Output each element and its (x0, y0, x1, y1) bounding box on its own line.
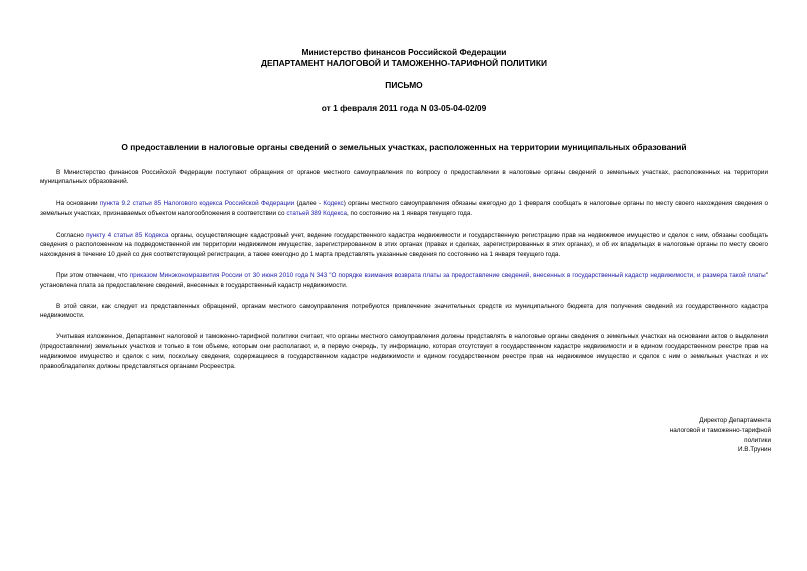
link-article-389[interactable]: статьей 389 Кодекса (286, 209, 347, 217)
document-date-number: от 1 февраля 2011 года N 03-05-04-02/09 (321, 102, 487, 113)
letter-page (40, 0, 768, 371)
link-order-343[interactable]: приказом Минэкономразвития России от 30 июня 2010 года N 343 "О порядке взимания возврата платы за предоставление сведений, внесенных в государственный кадастр недвижимости, и размера такой платы (129, 272, 766, 280)
paragraph-6: Учитывая изложенное, Департамент налоговой и таможенно-тарифной политики считает, что органы местного самоуправления должны представлять в налоговые органы сведения о земельных участках на основании актов о выделении (предоставлении) земельных участков и только в том объеме, которым они располагают, и, в первую очередь, ту информацию, которая отсутствует в государственном кадастре недвижимости и в едином государственном реестре прав на недвижимое имущество и сделок с ним, поскольку сведения, содержащиеся в государственном кадастре недвижимости и едином государственном реестре прав на недвижимое имущество и сделок с ним о земельных участках и их правообладателях должны представляться органами Росреестра. (40, 333, 768, 370)
signature-title-line-1: Директор Департамента (699, 417, 771, 424)
paragraph-4 (40, 271, 768, 291)
document-subject: О предоставлении в налоговые органы сведений о земельных участках, расположенных на территории муниципальных образований (121, 142, 687, 152)
signature-title-line-3: политики (744, 436, 771, 444)
paragraph-3-text-1: Согласно (56, 231, 87, 239)
paragraph-3-text-2: органы, осуществляющие кадастровый учет, ведение государственного кадастра недвижимости и государственную регистрацию прав на недвижимое имущество и сделок с ним, обязаны сообщать сведения о расположенном на подведомственной им территории недвижимом имуществе, зарегистрированном в этих органах (правах и сделках, зарегистрированных в этих органах), и об их владельцах в налоговые органы по месту своего нахождения в течение 10 дней со дня соответствующей регистрации, а также ежегодно до 1 марта представлять указанные сведения по состоянию на 1 января текущего года. (40, 231, 768, 259)
paragraph-2-text-2: (далее - (294, 200, 324, 208)
paragraph-2-text-3: ) органы местного самоуправления обязаны ежегодно до 1 февраля сообщать в налоговые органы по месту своего нахождения сведения о земельных участках, признаваемых объектом налогообложения в соответствии со (40, 200, 768, 217)
signature-title-line-2: налоговой и таможенно-тарифной (669, 426, 771, 434)
paragraph-2-text-4: , по состоянию на 1 января текущего года. (347, 209, 473, 217)
link-tax-code[interactable]: Кодекс (323, 200, 344, 208)
paragraph-3 (40, 231, 768, 260)
paragraph-4-text-1: При этом отмечаем, что (56, 272, 130, 280)
document-type: ПИСЬМО (385, 80, 423, 90)
paragraph-2-text-1: На основании (56, 200, 100, 208)
signature-block (670, 416, 771, 455)
department-name: ДЕПАРТАМЕНТ НАЛОГОВОЙ И ТАМОЖЕННО-ТАРИФНОЙ ПОЛИТИКИ (261, 57, 547, 68)
paragraph-4-text-2: " установлена плата за предоставление сведений, внесенных в государственный кадастр недвижимости. (40, 272, 768, 289)
paragraph-2 (40, 199, 768, 219)
signature-name: И.В.Трунин (737, 446, 771, 454)
paragraph-1: В Министерство финансов Российской Федерации поступают обращения от органов местного самоуправления по вопросу о предоставлении в налоговые органы сведений о земельных участках, расположенных на территории муниципальных образований. (40, 168, 768, 186)
ministry-name: Министерство финансов Российской Федерации (301, 47, 507, 57)
link-tax-code-article-85-p9-2[interactable]: пункта 9.2 статьи 85 Налогового кодекса Российской Федерации (99, 200, 295, 208)
paragraph-5: В этой связи, как следует из представленных обращений, органам местного самоуправления потребуются привлечение значительных средств из муниципального бюджета для получения сведений из государственного кадастра недвижимости. (40, 302, 768, 320)
link-article-85-p4[interactable]: пункту 4 статьи 85 Кодекса (86, 231, 169, 239)
